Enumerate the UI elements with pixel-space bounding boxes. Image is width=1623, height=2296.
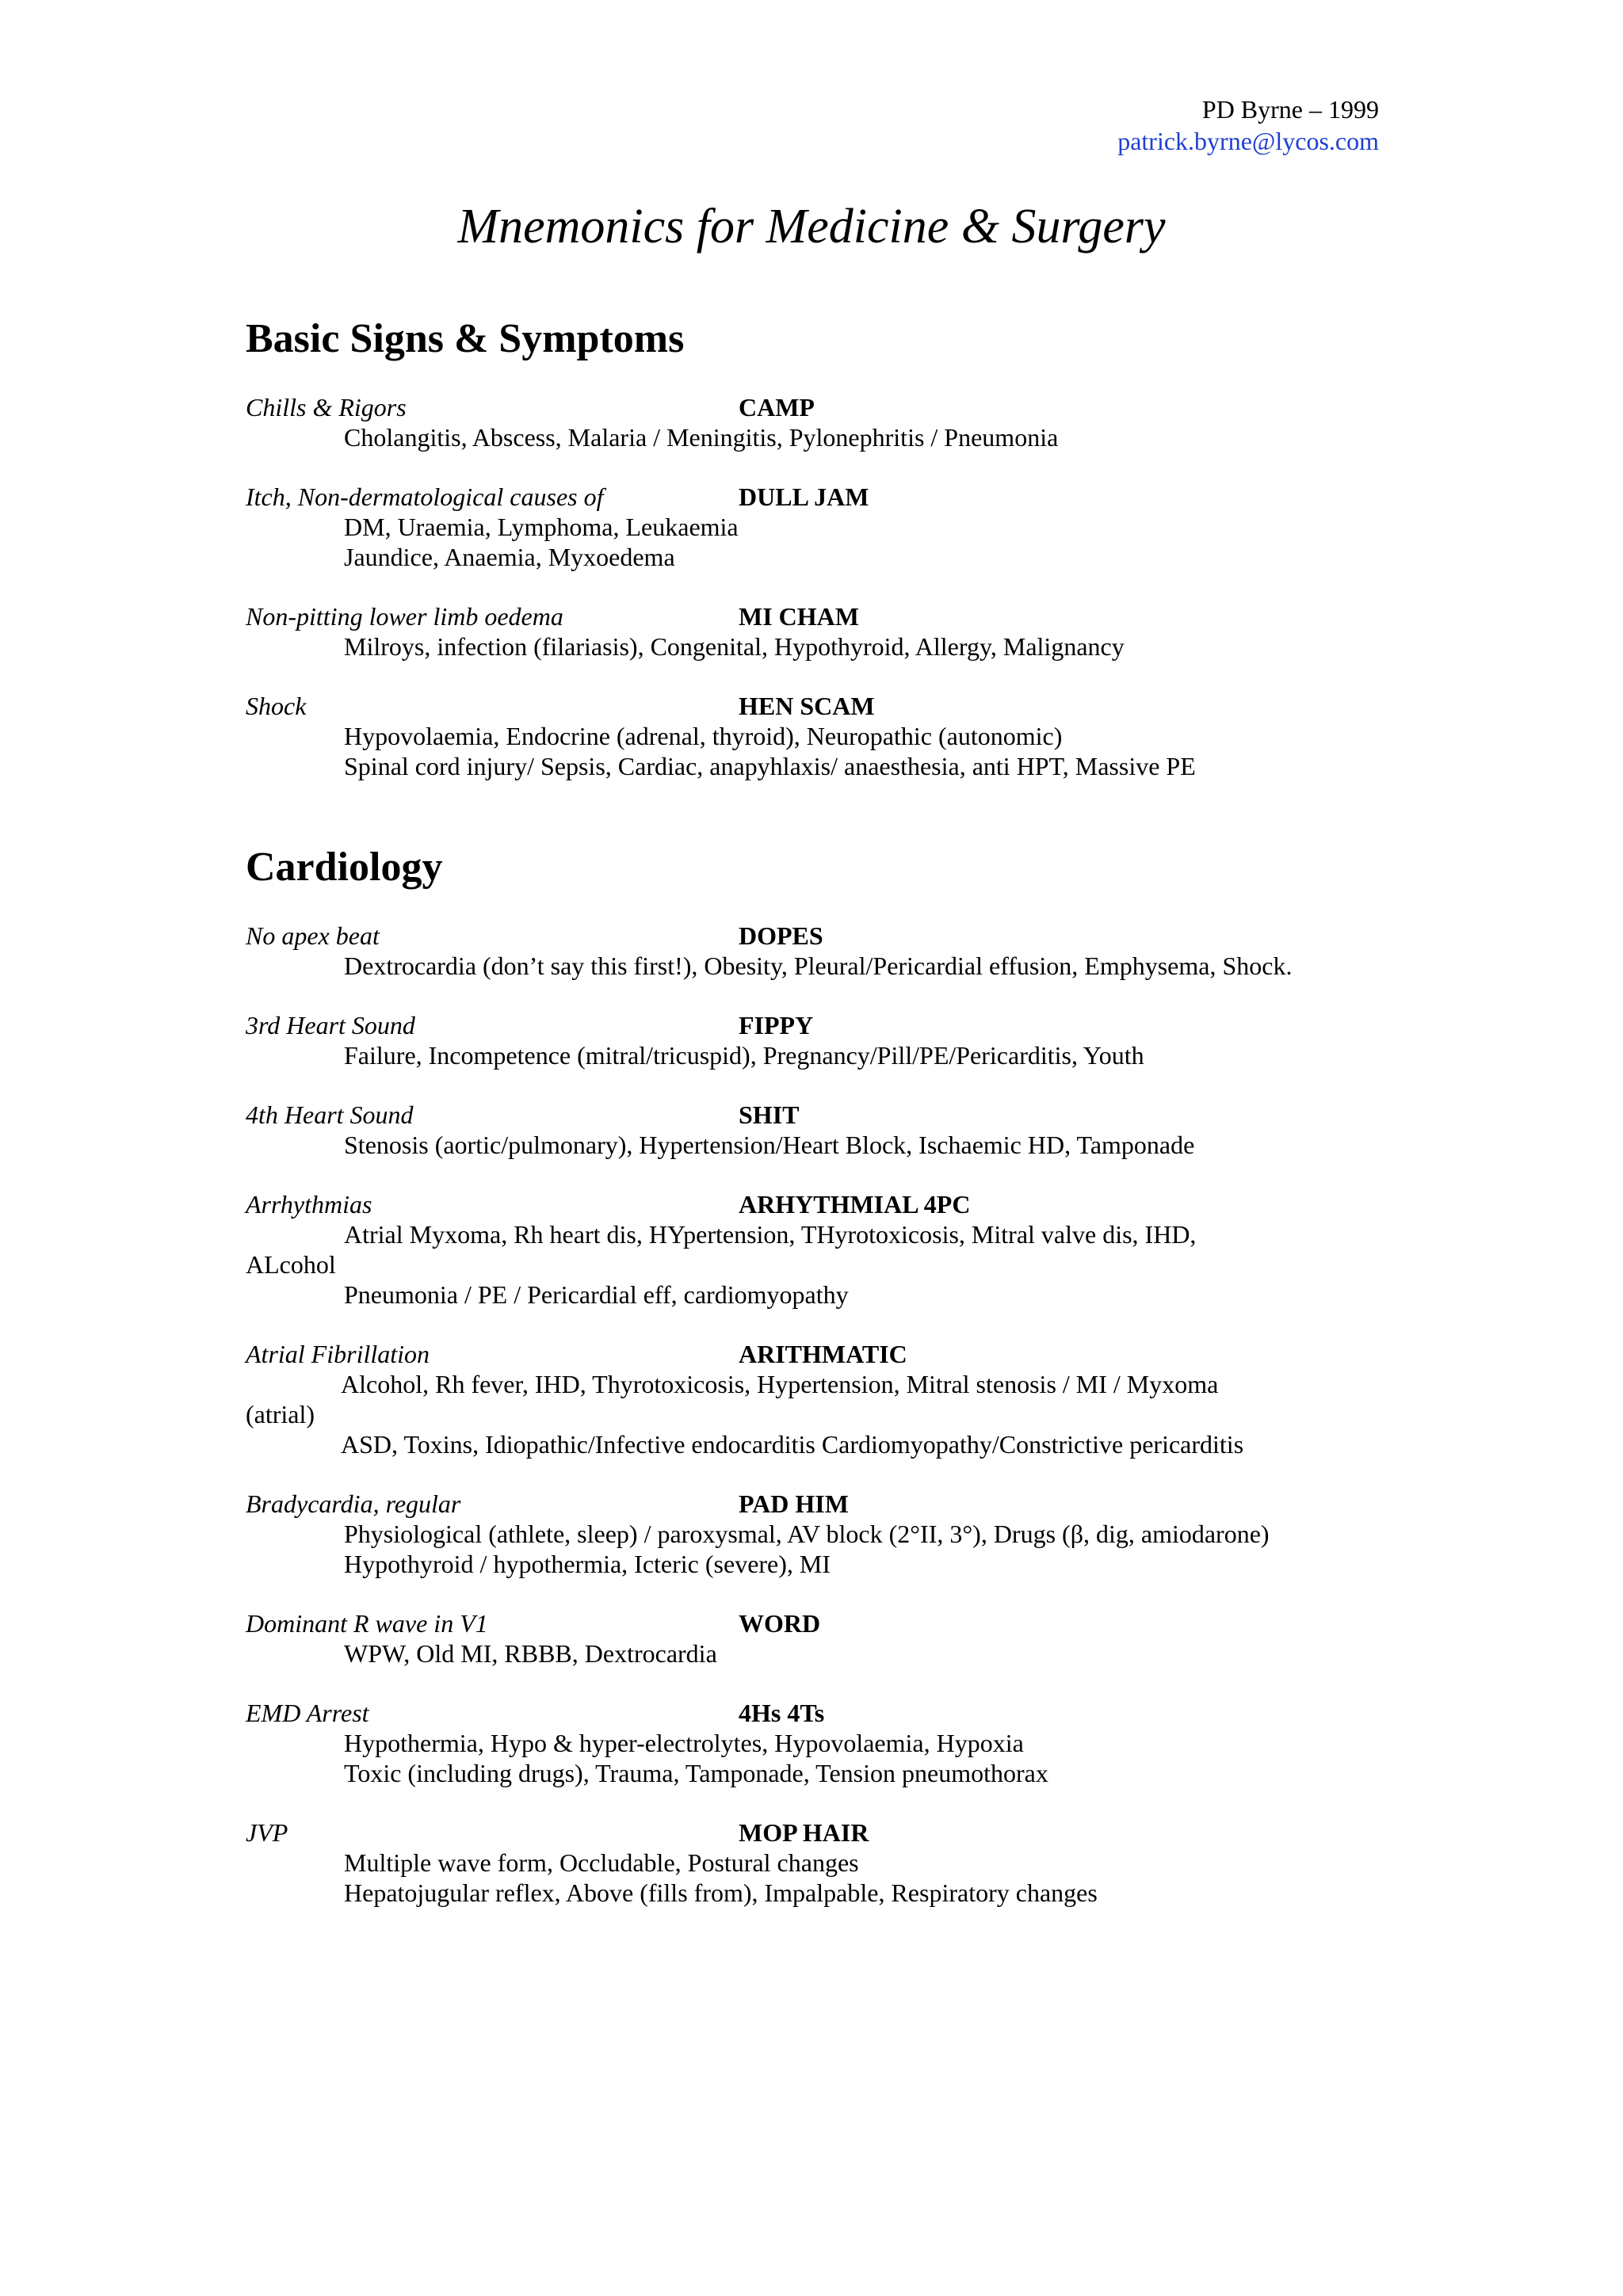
entry-label: Chills & Rigors [246,393,407,421]
entry-line: Pneumonia / PE / Pericardial eff, cardiomyopathy [344,1280,849,1309]
entry-line: Stenosis (aortic/pulmonary), Hypertension/Heart Block, Ischaemic HD, Tamponade [344,1131,1195,1159]
entry-mnemonic: FIPPY [739,1011,814,1039]
entry-label: Itch, Non-dermatological causes of [246,482,604,511]
mnemonic-entry [246,1100,1411,1160]
entry-mnemonic: ARITHMATIC [739,1340,907,1368]
entry-label: No apex beat [246,921,380,950]
document-header [1117,93,1379,157]
mnemonic-entry [246,1608,1411,1669]
entry-label: Shock [246,692,307,720]
entry-line: Jaundice, Anaemia, Myxoedema [344,543,675,571]
entry-mnemonic: 4Hs 4Ts [739,1699,825,1727]
entry-mnemonic: HEN SCAM [739,692,875,720]
mnemonic-entry [246,392,1411,452]
entry-line: Hypothermia, Hypo & hyper-electrolytes, Hypovolaemia, Hypoxia [344,1729,1024,1757]
mnemonic-entry [246,1010,1411,1070]
entry-line: Physiological (athlete, sleep) / paroxysmal, AV block (2°II, 3°), Drugs (β, dig, amiodarone) [344,1520,1270,1548]
section-title-basic-signs: Basic Signs & Symptoms [246,316,685,361]
entry-label: 4th Heart Sound [246,1100,414,1129]
entry-label: Bradycardia, regular [246,1489,461,1518]
entry-label: Arrhythmias [246,1190,372,1219]
entry-label: Atrial Fibrillation [246,1340,430,1368]
entry-label: Dominant R wave in V1 [246,1609,488,1638]
entry-mnemonic: DOPES [739,921,823,950]
entry-label: JVP [246,1818,288,1847]
mnemonic-entry [246,1489,1411,1579]
mnemonic-entry [246,921,1411,981]
mnemonic-entry [246,601,1411,662]
entry-line: Hypovolaemia, Endocrine (adrenal, thyroid), Neuropathic (autonomic) [344,722,1063,750]
entry-line: Failure, Incompetence (mitral/tricuspid), Pregnancy/Pill/PE/Pericarditis, Youth [344,1041,1144,1070]
mnemonic-entry [246,1189,1411,1310]
entry-line: ASD, Toxins, Idiopathic/Infective endocarditis Cardiomyopathy/Constrictive pericarditis [341,1430,1244,1459]
entry-mnemonic: SHIT [739,1100,800,1129]
entry-mnemonic: WORD [739,1609,821,1638]
entry-line: Cholangitis, Abscess, Malaria / Meningitis, Pylonephritis / Pneumonia [344,423,1059,452]
entry-line: Dextrocardia (don’t say this first!), Obesity, Pleural/Pericardial effusion, Emphysema, Shock. [344,952,1293,980]
author-line: PD Byrne – 1999 [1201,95,1379,124]
mnemonic-entry [246,691,1411,781]
entry-label: Non-pitting lower limb oedema [246,602,563,631]
entry-line: Hepatojugular reflex, Above (fills from), Impalpable, Respiratory changes [344,1878,1098,1907]
mnemonic-entry [246,482,1411,572]
entry-line: Alcohol, Rh fever, IHD, Thyrotoxicosis, Hypertension, Mitral stenosis / MI / Myxoma [341,1370,1219,1398]
entry-line: Milroys, infection (filariasis), Congenital, Hypothyroid, Allergy, Malignancy [344,632,1125,661]
entry-mnemonic: ARHYTHMIAL 4PC [739,1190,971,1219]
entry-mnemonic: MOP HAIR [739,1818,869,1847]
entry-mnemonic: MI CHAM [739,602,859,631]
mnemonic-entry [246,1698,1411,1788]
entry-mnemonic: PAD HIM [739,1489,849,1518]
entry-label: 3rd Heart Sound [246,1011,415,1039]
section-title-cardiology: Cardiology [246,845,443,890]
entry-line: Toxic (including drugs), Trauma, Tamponade, Tension pneumothorax [344,1759,1048,1787]
entry-line: WPW, Old MI, RBBB, Dextrocardia [344,1639,717,1668]
entry-line: DM, Uraemia, Lymphoma, Leukaemia [344,513,739,541]
entry-line: (atrial) [246,1400,315,1428]
entry-line: Hypothyroid / hypothermia, Icteric (severe), MI [344,1550,831,1578]
mnemonic-entry [246,1339,1411,1459]
entry-line: ALcohol [246,1250,336,1279]
entry-line: Multiple wave form, Occludable, Postural changes [344,1848,859,1877]
email-link[interactable]: patrick.byrne@lycos.com [1117,127,1379,155]
entry-line: Spinal cord injury/ Sepsis, Cardiac, anapyhlaxis/ anaesthesia, anti HPT, Massive PE [344,752,1196,780]
entry-label: EMD Arrest [246,1699,369,1727]
entry-mnemonic: DULL JAM [739,482,869,511]
entry-line: Atrial Myxoma, Rh heart dis, HYpertension, THyrotoxicosis, Mitral valve dis, IHD, [344,1220,1197,1249]
page-title: Mnemonics for Medicine & Surgery [457,200,1166,254]
mnemonic-entry [246,1817,1411,1908]
entry-mnemonic: CAMP [739,393,815,421]
